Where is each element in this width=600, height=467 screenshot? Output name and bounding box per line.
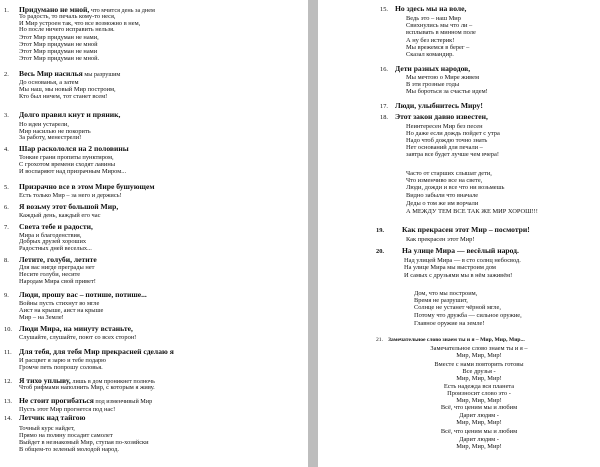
- section-title: Для тебя, для тебя Мир прекрасней сделаю я: [19, 347, 174, 356]
- section-heading: [4, 414, 85, 422]
- section-title: Я возьму этот большой Мир,: [19, 202, 119, 211]
- section-heading: [380, 113, 488, 121]
- verse-line: А МЕЖДУ ТЕМ ВСЕ ТАК ЖЕ МИР ХОРОШ!!!: [406, 208, 538, 215]
- section-title: Не стоит прогибаться: [19, 396, 94, 405]
- section-number: 12.: [4, 378, 12, 385]
- section-heading: [4, 203, 118, 211]
- verse-line: Что изменчиво все на свете,: [406, 177, 483, 184]
- verse-line: Но идеи устарели,: [19, 121, 69, 128]
- section-heading: [380, 5, 466, 13]
- verse-line: Но даже если дождь пойдет с утра: [406, 130, 500, 137]
- verse-line: В эти грозные годы: [406, 81, 460, 88]
- verse-line: Прямо на поляну посадит самолет: [19, 432, 113, 439]
- section-heading: [4, 325, 133, 333]
- verse-line: А ну без истерик!: [406, 37, 455, 44]
- section-heading: [4, 145, 129, 153]
- verse-line: всплывать в минном поле: [406, 29, 476, 36]
- verse-line: Как прекрасен этот Мир!: [406, 236, 475, 243]
- section-number: 2.: [4, 71, 9, 78]
- section-number: 9.: [4, 292, 9, 299]
- verse-line: Мир насилью не покорить: [19, 128, 91, 135]
- verse-line: Для вас нигде преграды нет: [19, 264, 95, 271]
- section-number: 8.: [4, 257, 9, 264]
- verse-line: Каждый день, каждый его час: [19, 212, 101, 219]
- verse-line: Мира и благоденствия,: [19, 232, 82, 239]
- section-heading: [380, 102, 483, 110]
- section-number: 7.: [4, 224, 9, 231]
- verse-line: Мы врежемся в берег –: [406, 44, 470, 51]
- verse-line: И самых с друзьями мы в нём заживём!: [404, 272, 513, 279]
- verse-line: Видно забыли что вначале: [406, 192, 479, 199]
- verse-line: Люди, дожди и все что ни возьмешь: [406, 184, 505, 191]
- section-title: Люди, улыбнитесь Миру!: [395, 101, 483, 110]
- section-heading: [376, 226, 530, 234]
- verse-line: Вместе с нами повторить готовы: [434, 361, 524, 368]
- verse-line: Чтоб рифмами наполнить Мир, с которым я живу.: [19, 384, 155, 391]
- section-number: 18.: [380, 114, 388, 121]
- section-number: 19.: [376, 227, 384, 234]
- verse-line: Неинтересен Мир без песен: [406, 123, 483, 130]
- section-number: 17.: [380, 103, 388, 110]
- section-title: Как прекрасен этот Мир – посмотри!: [402, 225, 530, 234]
- verse-line: Народам Мира свой привет!: [19, 278, 96, 285]
- verse-line: Мы наш, мы новый Мир построим,: [19, 86, 116, 93]
- verse-line: Этот Мир придуман не нами: [19, 48, 98, 55]
- verse-line: Войны пусть стихнут во мгле: [19, 300, 100, 307]
- verse-line: Слушайте, слушайте, поют со всех сторон!: [19, 334, 137, 341]
- verse-line: Нет оснований для печали –: [406, 144, 483, 151]
- section-title: Дети разных народов,: [395, 64, 471, 73]
- verse-line: Несите голуби, несите: [19, 271, 81, 278]
- section-title: На улице Мира — весёлый народ.: [402, 246, 519, 255]
- verse-line: Есть надежда вся планета: [443, 383, 515, 390]
- section-title: Летите, голуби, летите: [19, 255, 97, 264]
- verse-line: Есть только Мир – за него и держись!: [19, 192, 122, 199]
- section-number: 15.: [380, 6, 388, 13]
- section-title: Света тебе и радости,: [19, 222, 93, 231]
- right-page: [318, 0, 600, 467]
- verse-line: Свихнулись мы что ли –: [406, 22, 473, 29]
- section-title-rest: что мчится день за днем: [89, 7, 155, 14]
- verse-line: Мир, Мир, Мир!: [456, 397, 502, 404]
- verse-line: И Мир устроен так, что все возможно в нем,: [19, 20, 141, 27]
- verse-line: Время не разрушит,: [414, 297, 468, 304]
- section-heading: [376, 247, 519, 255]
- verse-line: С грохотом времени сходят лавины: [19, 161, 116, 168]
- section-title: Призрачно все в этом Мире бушующем: [19, 182, 155, 191]
- section-title: Я тихо уплыву,: [19, 376, 71, 385]
- verse-line: Аист на крыше, аист на крыше: [19, 307, 104, 314]
- verse-line: И расцвет я зарю и тебе подарю: [19, 357, 106, 364]
- verse-line: За работу, менестрели!: [19, 134, 82, 141]
- verse-line: Мы мечтою о Мире живем: [406, 74, 480, 81]
- section-heading: [4, 111, 120, 119]
- verse-line: Над улицей Мира — в сто солнц небосвод.: [404, 257, 521, 264]
- section-title-rest: лишь в дом проникнет полночь: [70, 378, 155, 385]
- verse-line: Этот Мир придуман не нами,: [19, 34, 99, 41]
- verse-line: Мир – на Земле!: [19, 314, 64, 321]
- verse-line: Мир, Мир, Мир!: [456, 375, 502, 382]
- section-heading: [4, 183, 155, 191]
- section-title: Долго правил кнут и пряник,: [19, 110, 121, 119]
- section-number: 14.: [4, 415, 12, 422]
- section-title: Замечательное слово знаем ты и я – Мир, Мир, Мир...: [388, 337, 525, 343]
- page-gutter: [308, 0, 318, 467]
- section-heading: [4, 70, 120, 78]
- section-number: 5.: [4, 184, 9, 191]
- verse-line: То радость, то печаль кому-то неся,: [19, 13, 116, 20]
- section-heading: [4, 291, 147, 299]
- verse-line: Пусть этот Мир прогнется под нас!: [19, 406, 116, 413]
- verse-line: Мир, Мир, Мир!: [456, 352, 502, 359]
- section-title: Люди Мира, на минуту встаньте,: [19, 324, 133, 333]
- section-number: 6.: [4, 204, 9, 211]
- verse-line: Часто от старших слышат дети,: [406, 170, 492, 177]
- section-number: 16.: [380, 66, 388, 73]
- verse-line: Замечательное слово знаем ты и я –: [430, 345, 528, 352]
- verse-line: Всё, что ценим мы и любим: [440, 428, 518, 435]
- section-heading: [380, 65, 470, 73]
- verse-line: Солнце не устанет чёрной мгле,: [414, 304, 501, 311]
- section-title-rest: мы разрушим: [82, 71, 121, 78]
- section-number: 13.: [4, 398, 12, 405]
- section-number: 4.: [4, 146, 9, 153]
- section-title: Летчик над тайгою: [19, 413, 86, 422]
- section-heading: [4, 223, 93, 231]
- verse-line: Мир, Мир, Мир!: [456, 443, 502, 450]
- verse-line: Надо чтоб дождю точно знать: [406, 137, 488, 144]
- section-number: 21.: [376, 337, 383, 343]
- section-number: 11.: [4, 349, 12, 356]
- verse-line: Всё, что ценим мы и любим: [440, 404, 518, 411]
- section-heading: [4, 348, 174, 356]
- verse-line: Тонкие грани пропиты пунктиром,: [19, 154, 114, 161]
- verse-line: Точный курс найдет,: [19, 425, 75, 432]
- verse-line: Мир, Мир, Мир!: [456, 419, 502, 426]
- section-title-rest: под изменчивый Мир: [93, 398, 153, 405]
- verse-line: Дарит людям -: [459, 436, 499, 443]
- section-number: 20.: [376, 248, 384, 255]
- verse-line: завтра все будет лучше чем вчера!: [406, 151, 499, 158]
- verse-line: Потому что дружба — сильное оружие,: [414, 312, 522, 319]
- section-title: Придумано не мной,: [19, 5, 90, 14]
- verse-line: Этот Мир придуман не мной.: [19, 55, 100, 62]
- section-title: Но здесь мы на воле,: [395, 4, 467, 13]
- verse-line: Кто был ничем, тот станет всем!: [19, 93, 108, 100]
- verse-line: До основанья, а затем: [19, 79, 79, 86]
- verse-line: Дарит людям -: [459, 412, 499, 419]
- verse-line: Произносит слово это -: [447, 390, 511, 397]
- verse-line: Главное оружие на земле!: [414, 320, 485, 327]
- section-title: Шар раскололся на 2 половины: [19, 144, 129, 153]
- verse-line: И воспаряют над призрачным Миром...: [19, 168, 127, 175]
- section-heading: [4, 397, 152, 405]
- section-number: 3.: [4, 112, 9, 119]
- section-title: Люди, прошу вас – потише, потише...: [19, 290, 147, 299]
- verse-line: Все друзья -: [462, 368, 496, 375]
- verse-line: Деды о том же им ворчали: [406, 200, 479, 207]
- verse-line: Сказал командир.: [406, 51, 454, 58]
- verse-line: В общем-то зеленый молодой народ.: [19, 446, 119, 453]
- section-title: Весь Мир насилья: [19, 69, 83, 78]
- verse-line: Этот Мир придуман не мной: [19, 41, 98, 48]
- verse-line: Радостных дней веселых...: [19, 245, 92, 252]
- section-heading: [4, 256, 97, 264]
- verse-line: Дом, что мы построим,: [414, 290, 478, 297]
- verse-line: Ведь это – наш Мир: [406, 15, 461, 22]
- verse-line: Громче петь попрошу соловья.: [19, 364, 103, 371]
- verse-line: Мы бороться за счастье идем!: [406, 88, 488, 95]
- section-number: 1.: [4, 7, 9, 14]
- section-title: Этот закон давно известен,: [395, 112, 488, 121]
- verse-line: Выйдет в незнакомый Мир, ступая по-хозяйски: [19, 439, 149, 446]
- verse-line: На улице Мира мы выстроим дом: [404, 264, 496, 271]
- verse-line: Но после ничего исправить нельзя.: [19, 26, 115, 33]
- section-heading: [376, 337, 525, 344]
- section-number: 10.: [4, 326, 12, 333]
- verse-line: Добрых друзей хороших: [19, 238, 87, 245]
